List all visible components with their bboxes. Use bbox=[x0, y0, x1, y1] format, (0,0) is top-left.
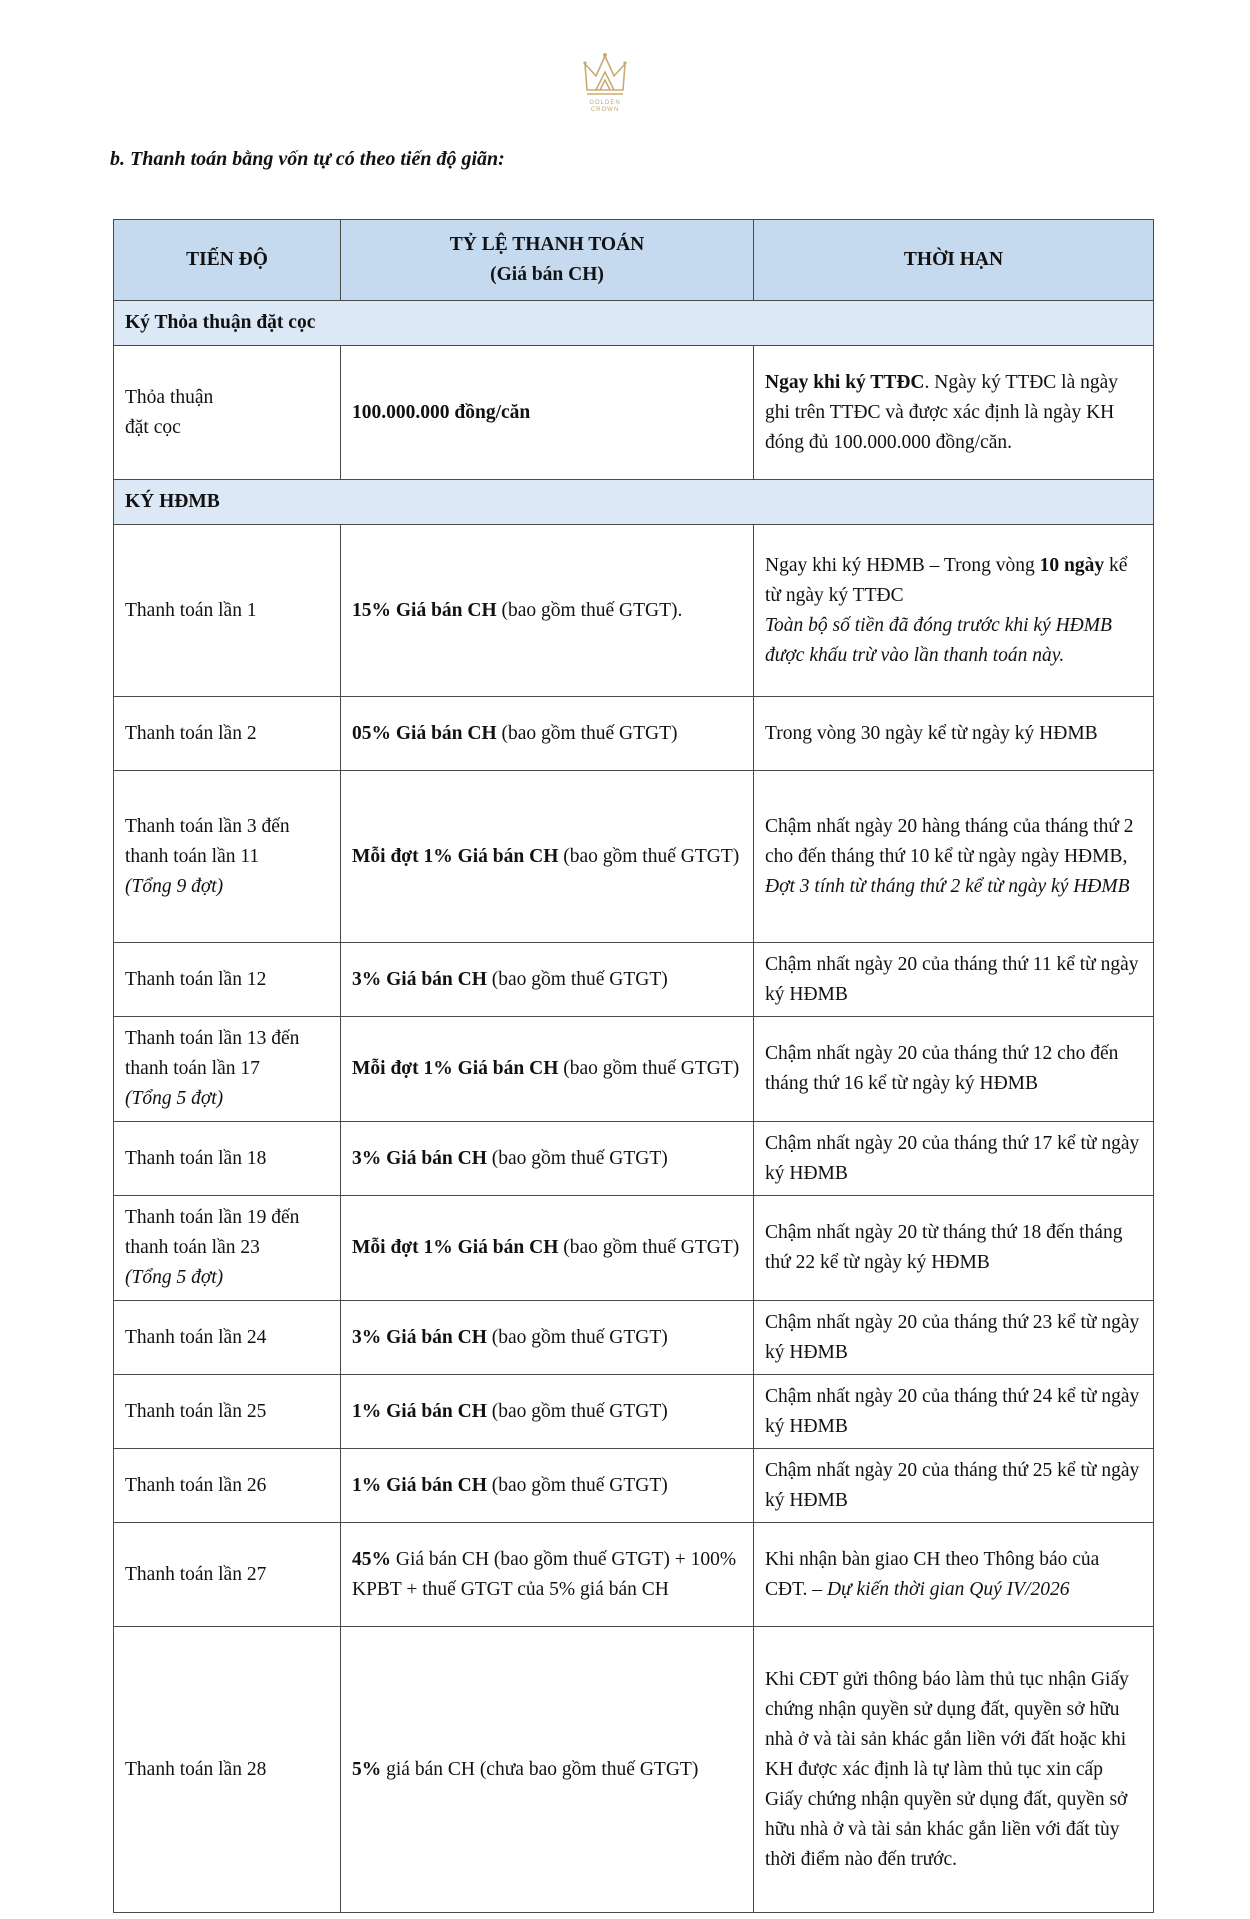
deadline-cell: Chậm nhất ngày 20 của tháng thứ 12 cho đến tháng thứ 16 kể từ ngày ký HĐMB bbox=[754, 1017, 1154, 1122]
rate-bold: 1% Giá bán CH bbox=[352, 1474, 487, 1496]
rate-rest: (bao gồm thuế GTGT) bbox=[486, 1474, 668, 1496]
rate-cell bbox=[341, 1523, 754, 1627]
deadline-cell: Chậm nhất ngày 20 của tháng thứ 25 kể từ ngày ký HĐMB bbox=[754, 1449, 1154, 1523]
stage-line1: Thỏa thuận bbox=[125, 386, 214, 408]
deadline-note: Toàn bộ số tiền đã đóng trước khi ký HĐMB được khấu trừ vào lần thanh toán này. bbox=[765, 614, 1112, 666]
rate-cell bbox=[341, 525, 754, 697]
section-row-contract bbox=[114, 480, 1154, 525]
deadline-text: Khi nhận bàn giao CH theo Thông báo của CĐT. – bbox=[765, 1548, 1100, 1600]
deadline-part-c: kể từ ngày ký TTĐC bbox=[765, 554, 1128, 606]
table-row bbox=[114, 525, 1154, 697]
rate-rest: Giá bán CH (bao gồm thuế GTGT) + 100% KPBT + thuế GTGT của 5% giá bán CH bbox=[352, 1548, 737, 1600]
deadline-cell: Trong vòng 30 ngày kể từ ngày ký HĐMB bbox=[754, 697, 1154, 771]
stage-cell: Thanh toán lần 2 bbox=[114, 697, 341, 771]
rate-rest: (bao gồm thuế GTGT) bbox=[558, 1058, 740, 1079]
rate-cell bbox=[341, 771, 754, 943]
rate-bold: Mỗi đợt 1% Giá bán CH bbox=[352, 1058, 559, 1079]
table-row bbox=[114, 346, 1154, 480]
deadline-cell: Khi CĐT gửi thông báo làm thủ tục nhận Giấy chứng nhận quyền sử dụng đất, quyền sở hữu nhà ở và tài sản khác gắn liền với đất hoặc khi KH được xác định là tự làm thủ tục xin cấp Giấy chứng nhận quyền sử dụng đất, quyền sở hữu nhà ở và tài sản khác gắn liền với đất tùy thời điểm nào đến trước. bbox=[754, 1627, 1154, 1913]
table-row bbox=[114, 1449, 1154, 1523]
rate-rest: giá bán CH (chưa bao gồm thuế GTGT) bbox=[381, 1758, 699, 1780]
deadline-cell: Chậm nhất ngày 20 từ tháng thứ 18 đến tháng thứ 22 kể từ ngày ký HĐMB bbox=[754, 1196, 1154, 1301]
deadline-note: Đợt 3 tính từ tháng thứ 2 kể từ ngày ký HĐMB bbox=[765, 875, 1130, 897]
section-title-contract: KÝ HĐMB bbox=[114, 480, 1154, 525]
rate-bold: 3% Giá bán CH bbox=[352, 1147, 487, 1169]
stage-note: (Tổng 9 đợt) bbox=[125, 875, 224, 897]
rate-cell bbox=[341, 1017, 754, 1122]
stage-cell: Thanh toán lần 1 bbox=[114, 525, 341, 697]
deadline-cell bbox=[754, 1523, 1154, 1627]
rate-rest: (bao gồm thuế GTGT) bbox=[486, 968, 668, 990]
table-row bbox=[114, 943, 1154, 1017]
rate-bold: Mỗi đợt 1% Giá bán CH bbox=[352, 845, 559, 867]
stage-cell bbox=[114, 1017, 341, 1122]
table-row bbox=[114, 1627, 1154, 1913]
logo-text-line2: CROWN bbox=[590, 107, 620, 113]
stage-line1: Thanh toán lần 3 đến thanh toán lần 11 bbox=[125, 815, 290, 867]
rate-cell bbox=[341, 1449, 754, 1523]
stage-cell: Thanh toán lần 18 bbox=[114, 1122, 341, 1196]
deadline-part-a: Ngay khi ký HĐMB – Trong vòng bbox=[765, 554, 1040, 576]
rate-bold: Mỗi đợt 1% Giá bán CH bbox=[352, 1237, 559, 1258]
deadline-text: Chậm nhất ngày 20 hàng tháng của tháng thứ 2 cho đến tháng thứ 10 kể từ ngày ngày HĐMB, bbox=[765, 815, 1134, 867]
rate-bold: 15% Giá bán CH bbox=[352, 599, 497, 621]
crown-icon bbox=[582, 50, 628, 100]
rate-bold: 45% bbox=[352, 1548, 391, 1570]
header-deadline: THỜI HẠN bbox=[754, 220, 1154, 301]
section-row-deposit bbox=[114, 301, 1154, 346]
stage-cell bbox=[114, 346, 341, 480]
table-row bbox=[114, 1375, 1154, 1449]
table-row bbox=[114, 1301, 1154, 1375]
rate-cell bbox=[341, 1375, 754, 1449]
header-rate bbox=[341, 220, 754, 301]
deadline-cell: Chậm nhất ngày 20 của tháng thứ 17 kể từ ngày ký HĐMB bbox=[754, 1122, 1154, 1196]
deadline-note: Dự kiến thời gian Quý IV/2026 bbox=[826, 1578, 1070, 1600]
rate-rest: (bao gồm thuế GTGT) bbox=[486, 1147, 668, 1169]
section-title-deposit: Ký Thỏa thuận đặt cọc bbox=[114, 301, 1154, 346]
stage-cell bbox=[114, 1196, 341, 1301]
logo-text-line1: GOLDEN bbox=[589, 100, 621, 106]
rate-rest: (bao gồm thuế GTGT) bbox=[486, 1400, 668, 1422]
golden-crown-logo bbox=[573, 50, 637, 122]
deadline-cell: Chậm nhất ngày 20 của tháng thứ 24 kể từ ngày ký HĐMB bbox=[754, 1375, 1154, 1449]
rate-cell bbox=[341, 697, 754, 771]
rate-cell: 100.000.000 đồng/căn bbox=[341, 346, 754, 480]
rate-cell bbox=[341, 1301, 754, 1375]
stage-cell bbox=[114, 771, 341, 943]
stage-cell: Thanh toán lần 24 bbox=[114, 1301, 341, 1375]
deadline-part-b: 10 ngày bbox=[1039, 554, 1105, 576]
rate-bold: 1% Giá bán CH bbox=[352, 1400, 487, 1422]
deadline-cell bbox=[754, 771, 1154, 943]
table-row bbox=[114, 697, 1154, 771]
stage-note: (Tổng 5 đợt) bbox=[125, 1267, 224, 1288]
stage-cell: Thanh toán lần 28 bbox=[114, 1627, 341, 1913]
rate-cell bbox=[341, 1122, 754, 1196]
stage-note: (Tổng 5 đợt) bbox=[125, 1088, 224, 1109]
stage-line1: Thanh toán lần 19 đến thanh toán lần 23 bbox=[125, 1207, 300, 1258]
deadline-cell: Chậm nhất ngày 20 của tháng thứ 23 kể từ ngày ký HĐMB bbox=[754, 1301, 1154, 1375]
section-heading: b. Thanh toán bằng vốn tự có theo tiến độ giãn: bbox=[110, 148, 505, 170]
header-stage: TIẾN ĐỘ bbox=[114, 220, 341, 301]
stage-cell: Thanh toán lần 26 bbox=[114, 1449, 341, 1523]
rate-cell bbox=[341, 943, 754, 1017]
rate-rest: (bao gồm thuế GTGT) bbox=[486, 1326, 668, 1348]
deadline-bold: Ngay khi ký TTĐC bbox=[765, 371, 925, 393]
deadline-cell bbox=[754, 525, 1154, 697]
stage-line1: Thanh toán lần 13 đến thanh toán lần 17 bbox=[125, 1028, 300, 1079]
table-row bbox=[114, 1196, 1154, 1301]
stage-line2: đặt cọc bbox=[125, 416, 181, 438]
rate-bold: 05% Giá bán CH bbox=[352, 722, 497, 744]
table-row bbox=[114, 1523, 1154, 1627]
deadline-cell: Chậm nhất ngày 20 của tháng thứ 11 kể từ ngày ký HĐMB bbox=[754, 943, 1154, 1017]
rate-bold: 3% Giá bán CH bbox=[352, 1326, 487, 1348]
stage-cell: Thanh toán lần 12 bbox=[114, 943, 341, 1017]
header-rate-line2: (Giá bán CH) bbox=[490, 264, 604, 285]
rate-rest: (bao gồm thuế GTGT). bbox=[496, 599, 683, 621]
stage-cell: Thanh toán lần 27 bbox=[114, 1523, 341, 1627]
rate-bold: 3% Giá bán CH bbox=[352, 968, 487, 990]
payment-schedule-table bbox=[113, 219, 1154, 1913]
table-row bbox=[114, 1017, 1154, 1122]
rate-cell bbox=[341, 1627, 754, 1913]
rate-rest: (bao gồm thuế GTGT) bbox=[558, 845, 740, 867]
header-rate-line1: TỶ LỆ THANH TOÁN bbox=[449, 234, 645, 255]
stage-cell: Thanh toán lần 25 bbox=[114, 1375, 341, 1449]
rate-cell bbox=[341, 1196, 754, 1301]
rate-rest: (bao gồm thuế GTGT) bbox=[496, 722, 678, 744]
deadline-rest: . Ngày ký TTĐC là ngày ghi trên TTĐC và được xác định là ngày KH đóng đủ 100.000.000 đồng/căn. bbox=[765, 371, 1119, 453]
table-row bbox=[114, 1122, 1154, 1196]
deadline-cell bbox=[754, 346, 1154, 480]
rate-bold: 5% bbox=[352, 1758, 382, 1780]
table-row bbox=[114, 771, 1154, 943]
table-header-row bbox=[114, 220, 1154, 301]
rate-rest: (bao gồm thuế GTGT) bbox=[558, 1237, 740, 1258]
